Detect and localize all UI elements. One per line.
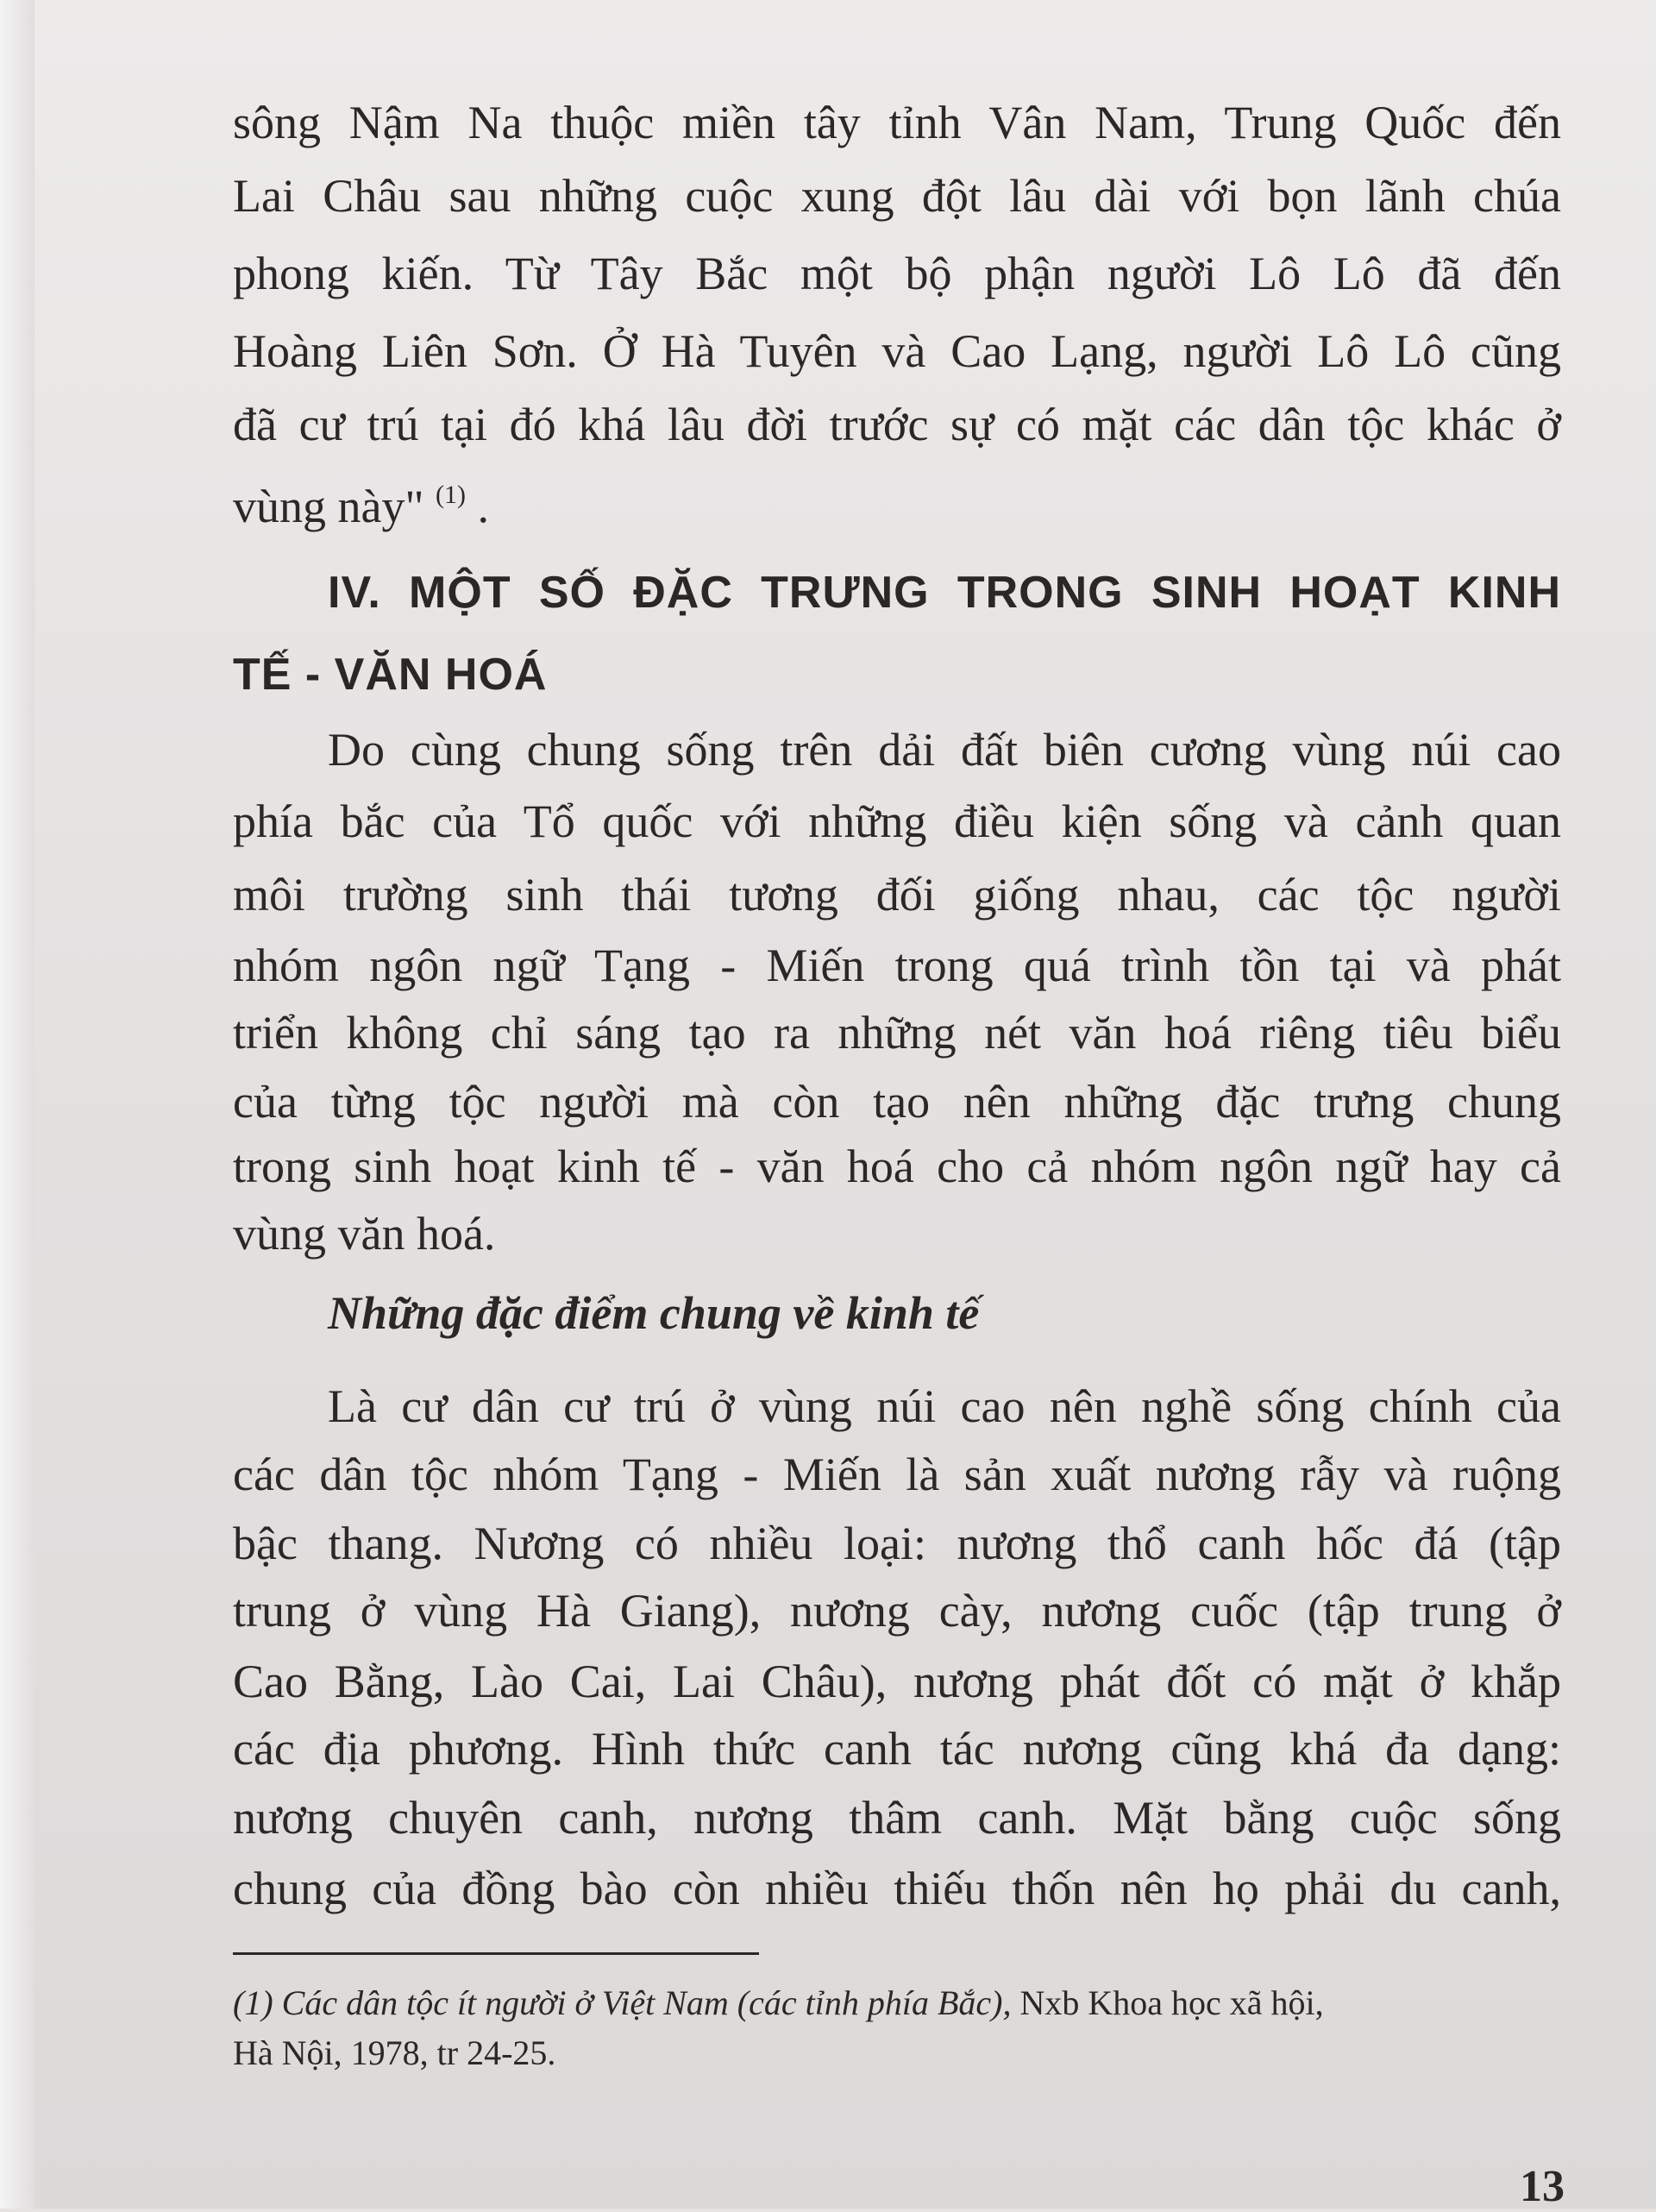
footnote-source-title: (1) Các dân tộc ít người ở Việt Nam (các tỉnh phía Bắc), <box>233 1983 1012 2022</box>
body-line: môi trường sinh thái tương đối giống nhau, các tộc người <box>233 869 1561 921</box>
footnote-line-1 <box>233 1982 1561 2025</box>
body-line: triển không chỉ sáng tạo ra những nét văn hoá riêng tiêu biểu <box>233 1007 1561 1059</box>
body-line: các địa phương. Hình thức canh tác nương cũng khá đa dạng: <box>233 1723 1561 1775</box>
body-line: Hoàng Liên Sơn. Ở Hà Tuyên và Cao Lạng, người Lô Lô cũng <box>233 325 1561 377</box>
heading-line-2: TẾ - VĂN HOÁ <box>233 650 548 700</box>
body-line: đã cư trú tại đó khá lâu đời trước sự có mặt các dân tộc khác ở <box>233 399 1561 450</box>
body-line: nương chuyên canh, nương thâm canh. Mặt bằng cuộc sống <box>233 1792 1561 1844</box>
footnote-line-2: Hà Nội, 1978, tr 24-25. <box>233 2033 556 2072</box>
body-line: Do cùng chung sống trên dải đất biên cương vùng núi cao <box>328 724 1561 776</box>
page-number: 13 <box>1520 2162 1565 2211</box>
footnote-divider <box>233 1952 759 1955</box>
page-gutter <box>0 0 34 2209</box>
body-line: Là cư dân cư trú ở vùng núi cao nên nghề sống chính của <box>328 1380 1561 1432</box>
sentence-end: . <box>477 481 489 532</box>
body-line: Lai Châu sau những cuộc xung đột lâu dài với bọn lãnh chúa <box>233 170 1561 222</box>
body-line: vùng văn hoá. <box>233 1208 496 1260</box>
body-line: trong sinh hoạt kinh tế - văn hoá cho cả nhóm ngôn ngữ hay cả <box>233 1141 1561 1192</box>
body-line: trung ở vùng Hà Giang), nương cày, nương cuốc (tập trung ở <box>233 1585 1561 1637</box>
body-line: bậc thang. Nương có nhiều loại: nương thổ canh hốc đá (tập <box>233 1518 1561 1569</box>
body-line: các dân tộc nhóm Tạng - Miến là sản xuất nương rẫy và ruộng <box>233 1448 1561 1500</box>
body-line: phong kiến. Từ Tây Bắc một bộ phận người Lô Lô đã đến <box>233 248 1561 299</box>
quote-end-text: vùng này" <box>233 481 424 532</box>
body-line: sông Nậm Na thuộc miền tây tỉnh Vân Nam, Trung Quốc đến <box>233 97 1561 148</box>
body-line <box>233 479 1561 534</box>
body-line: của từng tộc người mà còn tạo nên những đặc trưng chung <box>233 1076 1561 1128</box>
heading-line-1: IV. MỘT SỐ ĐẶC TRƯNG TRONG SINH HOẠT KINH <box>328 568 1561 618</box>
body-line: nhóm ngôn ngữ Tạng - Miến trong quá trình tồn tại và phát <box>233 939 1561 991</box>
subheading-line: Những đặc điểm chung về kinh tế <box>328 1287 980 1339</box>
footnote-publisher: Nxb Khoa học xã hội, <box>1011 1983 1324 2022</box>
footnote-reference: (1) <box>436 481 466 509</box>
body-line: phía bắc của Tổ quốc với những điều kiện sống và cảnh quan <box>233 795 1561 847</box>
body-line: Cao Bằng, Lào Cai, Lai Châu), nương phát đốt có mặt ở khắp <box>233 1656 1561 1707</box>
body-line: chung của đồng bào còn nhiều thiếu thốn nên họ phải du canh, <box>233 1863 1561 1914</box>
